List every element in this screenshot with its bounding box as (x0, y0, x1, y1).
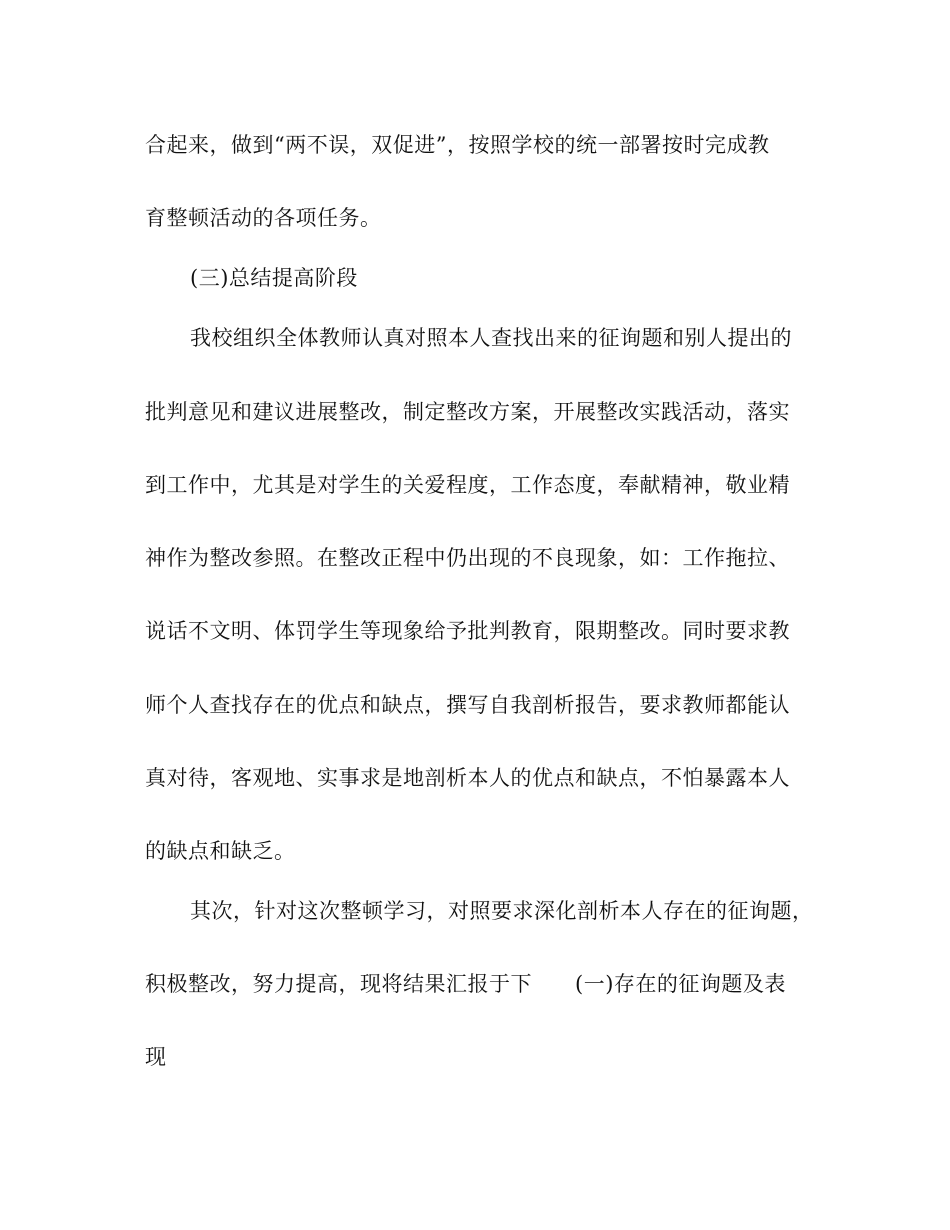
paragraph-line: 积极整改，努力提高，现将结果汇报于下 (一)存在的征询题及表 (145, 972, 786, 996)
paragraph-line: 批判意见和建议进展整改，制定整改方案，开展整改实践活动，落实 (145, 400, 790, 424)
paragraph-line: 师个人查找存在的优点和缺点，撰写自我剖析报告，要求教师都能认 (145, 693, 790, 717)
paragraph-line: 现 (145, 1045, 167, 1069)
paragraph-line: 说话不文明、体罚学生等现象给予批判教育，限期整改。同时要求教 (145, 619, 790, 643)
paragraph-line: 育整顿活动的各项任务。 (145, 206, 382, 230)
section-heading: (三)总结提高阶段 (190, 266, 358, 290)
paragraph-line: 其次，针对这次整顿学习，对照要求深化剖析本人存在的征询题， (190, 899, 814, 923)
paragraph-line: 我校组织全体教师认真对照本人查找出来的征询题和别人提出的 (190, 326, 792, 350)
paragraph-line: 神作为整改参照。在整改正程中仍出现的不良现象，如：工作拖拉、 (145, 546, 790, 570)
paragraph-line: 合起来，做到“两不误，双促进”，按照学校的统一部署按时完成教 (145, 133, 770, 157)
paragraph-line: 到工作中，尤其是对学生的关爱程度，工作态度，奉献精神，敬业精 (145, 473, 790, 497)
paragraph-line: 的缺点和缺乏。 (145, 839, 296, 863)
paragraph-line: 真对待，客观地、实事求是地剖析本人的优点和缺点，不怕暴露本人 (145, 766, 790, 790)
